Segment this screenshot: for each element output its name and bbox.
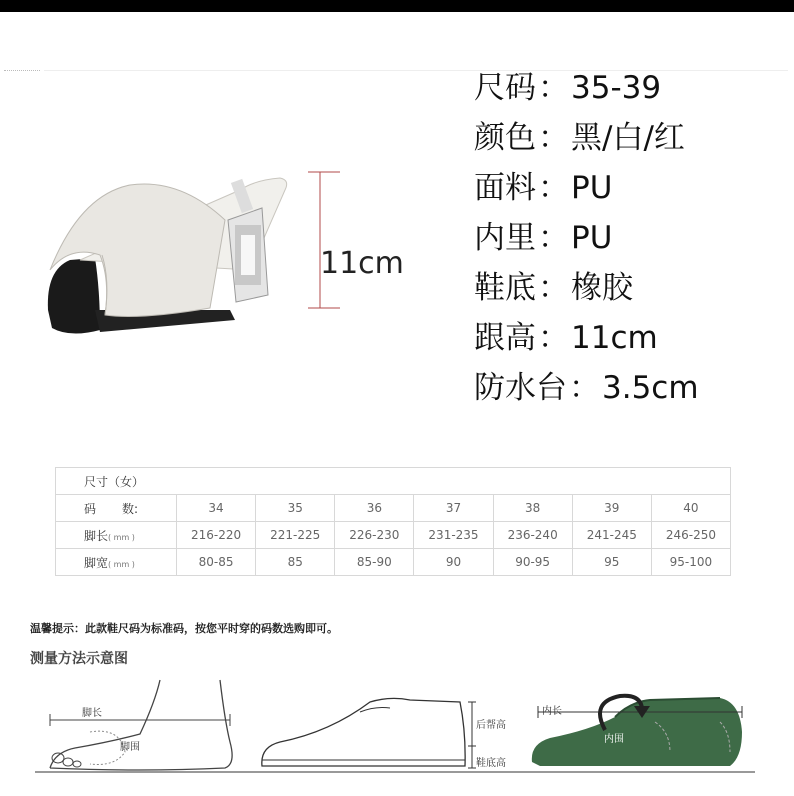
table-cell: 95: [572, 549, 651, 576]
spec-separator: ：: [538, 220, 569, 256]
table-cell: 37: [414, 495, 493, 522]
measurement-illustrations: [30, 672, 760, 792]
row-unit: ( mm ): [108, 532, 135, 542]
table-title: 尺寸（女）: [56, 468, 731, 495]
spec-item: [474, 220, 699, 270]
spec-value: 35-39: [571, 70, 662, 106]
table-cell: 221-225: [256, 522, 335, 549]
heel-height-label: 11cm: [320, 246, 404, 281]
table-cell: 35: [256, 495, 335, 522]
table-row: [56, 549, 731, 576]
table-cell: 231-235: [414, 522, 493, 549]
spec-value: 黑/白/红: [571, 120, 685, 156]
foot-girth-label: 脚围: [120, 742, 140, 753]
spec-item: [474, 270, 699, 320]
table-cell: 80-85: [177, 549, 256, 576]
foot-length-label: 脚长: [82, 708, 102, 719]
spec-label: 鞋底: [474, 270, 536, 306]
spec-value: 橡胶: [571, 270, 633, 306]
row-header: [56, 522, 177, 549]
table-cell: 241-245: [572, 522, 651, 549]
inner-girth-label: 内围: [604, 734, 624, 745]
spec-label: 防水台: [474, 370, 567, 406]
table-cell: 85: [256, 549, 335, 576]
table-cell: 216-220: [177, 522, 256, 549]
sole-height-label: 鞋底高: [476, 758, 506, 769]
spec-separator: ：: [569, 370, 600, 406]
row-unit: ( mm ): [108, 559, 135, 569]
spec-separator: ：: [538, 70, 569, 106]
spec-label: 面料: [474, 170, 536, 206]
upper-height-label: 后帮高: [476, 720, 506, 731]
table-cell: 226-230: [335, 522, 414, 549]
table-cell: 40: [651, 495, 730, 522]
table-cell: 90-95: [493, 549, 572, 576]
spec-item: [474, 320, 699, 370]
row-header: [56, 495, 177, 522]
spec-value: 3.5cm: [602, 370, 699, 406]
table-title-row: [56, 468, 731, 495]
method-title: 测量方法示意图: [30, 651, 128, 667]
spec-label: 内里: [474, 220, 536, 256]
table-cell: 246-250: [651, 522, 730, 549]
row-header: [56, 549, 177, 576]
table-cell: 36: [335, 495, 414, 522]
spec-separator: ：: [538, 120, 569, 156]
inner-length-label: 内长: [542, 706, 562, 717]
spec-item: [474, 120, 699, 170]
heel-height-dimension: [300, 170, 360, 310]
spec-value: 11cm: [571, 320, 658, 356]
spec-separator: ：: [538, 320, 569, 356]
table-cell: 236-240: [493, 522, 572, 549]
spec-label: 跟高: [474, 320, 536, 356]
spec-label: 尺码: [474, 70, 536, 106]
table-cell: 39: [572, 495, 651, 522]
table-cell: 90: [414, 549, 493, 576]
table-cell: 95-100: [651, 549, 730, 576]
spec-list: [474, 70, 699, 420]
spec-label: 颜色: [474, 120, 536, 156]
row-label: 数:: [122, 501, 139, 516]
spec-item: [474, 70, 699, 120]
table-cell: 34: [177, 495, 256, 522]
measurement-diagram: [30, 672, 760, 792]
table-cell: 38: [493, 495, 572, 522]
divider: [4, 70, 40, 71]
row-label: 脚宽: [84, 555, 109, 570]
spec-item: [474, 370, 699, 420]
size-table: [55, 467, 731, 576]
spec-value: PU: [571, 220, 613, 256]
table-row: [56, 495, 731, 522]
row-label: 码: [84, 501, 97, 516]
top-bar: [0, 0, 794, 12]
slipper-illustration: [40, 160, 300, 345]
spec-separator: ：: [538, 270, 569, 306]
table-row: [56, 522, 731, 549]
size-tip: 温馨提示：此款鞋尺码为标准码，按您平时穿的码数选购即可。: [30, 622, 338, 635]
table-cell: 85-90: [335, 549, 414, 576]
spec-value: PU: [571, 170, 613, 206]
spec-separator: ：: [538, 170, 569, 206]
row-label: 脚长: [84, 528, 109, 543]
spec-item: [474, 170, 699, 220]
